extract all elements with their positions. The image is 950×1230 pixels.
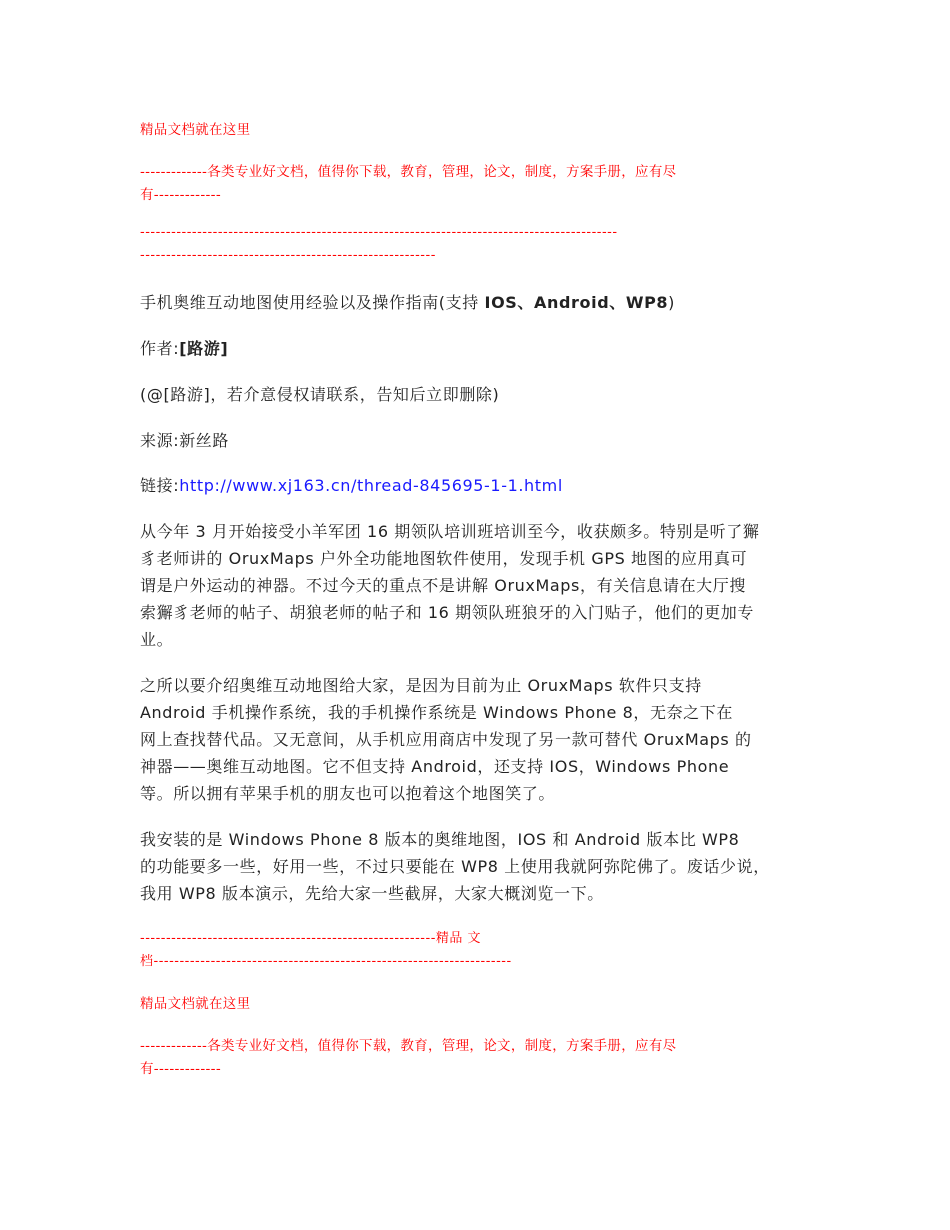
paragraph1-line1: 从今年 3 月开始接受小羊军团 16 期领队培训班培训至今，收获颇多。特别是听了獬: [140, 522, 760, 541]
header-separator-line1: --------------------------------------------------------------------------------------------: [140, 225, 618, 240]
header-banner-line1: -------------各类专业好文档，值得你下载，教育，管理，论文，制度，方案手册，应有尽: [140, 164, 677, 180]
link-line: 链接:http://www.xj163.cn/thread-845695-1-1.html: [140, 476, 563, 495]
footer-separator-line2: 档---------------------------------------------------------------------: [140, 954, 512, 969]
footer-separator-line1: ---------------------------------------------------------精品 文: [140, 931, 482, 946]
source-line: 来源:新丝路: [140, 431, 229, 450]
paragraph1-line2: 豸老师讲的 OruxMaps 户外全功能地图软件使用，发现手机 GPS 地图的应用真可: [140, 549, 748, 568]
header-separator-line2: ---------------------------------------------------------: [140, 248, 436, 263]
article-title: 手机奥维互动地图使用经验以及操作指南(支持 IOS、Android、WP8): [140, 293, 676, 312]
paragraph3-line2: 的功能要多一些，好用一些，不过只要能在 WP8 上使用我就阿弥陀佛了。废话少说，: [140, 857, 770, 876]
paragraph1-line5: 业。: [140, 630, 174, 649]
footer-banner-line1: -------------各类专业好文档，值得你下载，教育，管理，论文，制度，方案手册，应有尽: [140, 1038, 677, 1054]
notice-line: (@[路游]，若介意侵权请联系，告知后立即删除): [140, 385, 500, 404]
author-line: 作者:[路游]: [140, 339, 229, 358]
footer-title: 精品文档就在这里: [140, 996, 251, 1012]
article-link[interactable]: http://www.xj163.cn/thread-845695-1-1.html: [179, 476, 563, 495]
paragraph2-line3: 网上查找替代品。又无意间，从手机应用商店中发现了另一款可替代 OruxMaps 的: [140, 730, 752, 749]
paragraph3-line1: 我安装的是 Windows Phone 8 版本的奥维地图，IOS 和 Android 版本比 WP8: [140, 830, 740, 849]
paragraph2-line4: 神器——奥维互动地图。它不但支持 Android，还支持 IOS，Windows Phone: [140, 757, 730, 776]
paragraph3-line3: 我用 WP8 版本演示，先给大家一些截屏，大家大概浏览一下。: [140, 884, 604, 903]
paragraph2-line1: 之所以要介绍奥维互动地图给大家，是因为目前为止 OruxMaps 软件只支持: [140, 676, 702, 695]
paragraph1-line4: 索獬豸老师的帖子、胡狼老师的帖子和 16 期领队班狼牙的入门贴子，他们的更加专: [140, 603, 754, 622]
header-title: 精品文档就在这里: [140, 122, 251, 138]
footer-banner-line2: 有-------------: [140, 1061, 222, 1077]
header-banner-line2: 有-------------: [140, 187, 222, 203]
paragraph1-line3: 谓是户外运动的神器。不过今天的重点不是讲解 OruxMaps，有关信息请在大厅搜: [140, 576, 746, 595]
paragraph2-line2: Android 手机操作系统，我的手机操作系统是 Windows Phone 8，无奈之下在: [140, 703, 733, 722]
paragraph2-line5: 等。所以拥有苹果手机的朋友也可以抱着这个地图笑了。: [140, 784, 556, 803]
